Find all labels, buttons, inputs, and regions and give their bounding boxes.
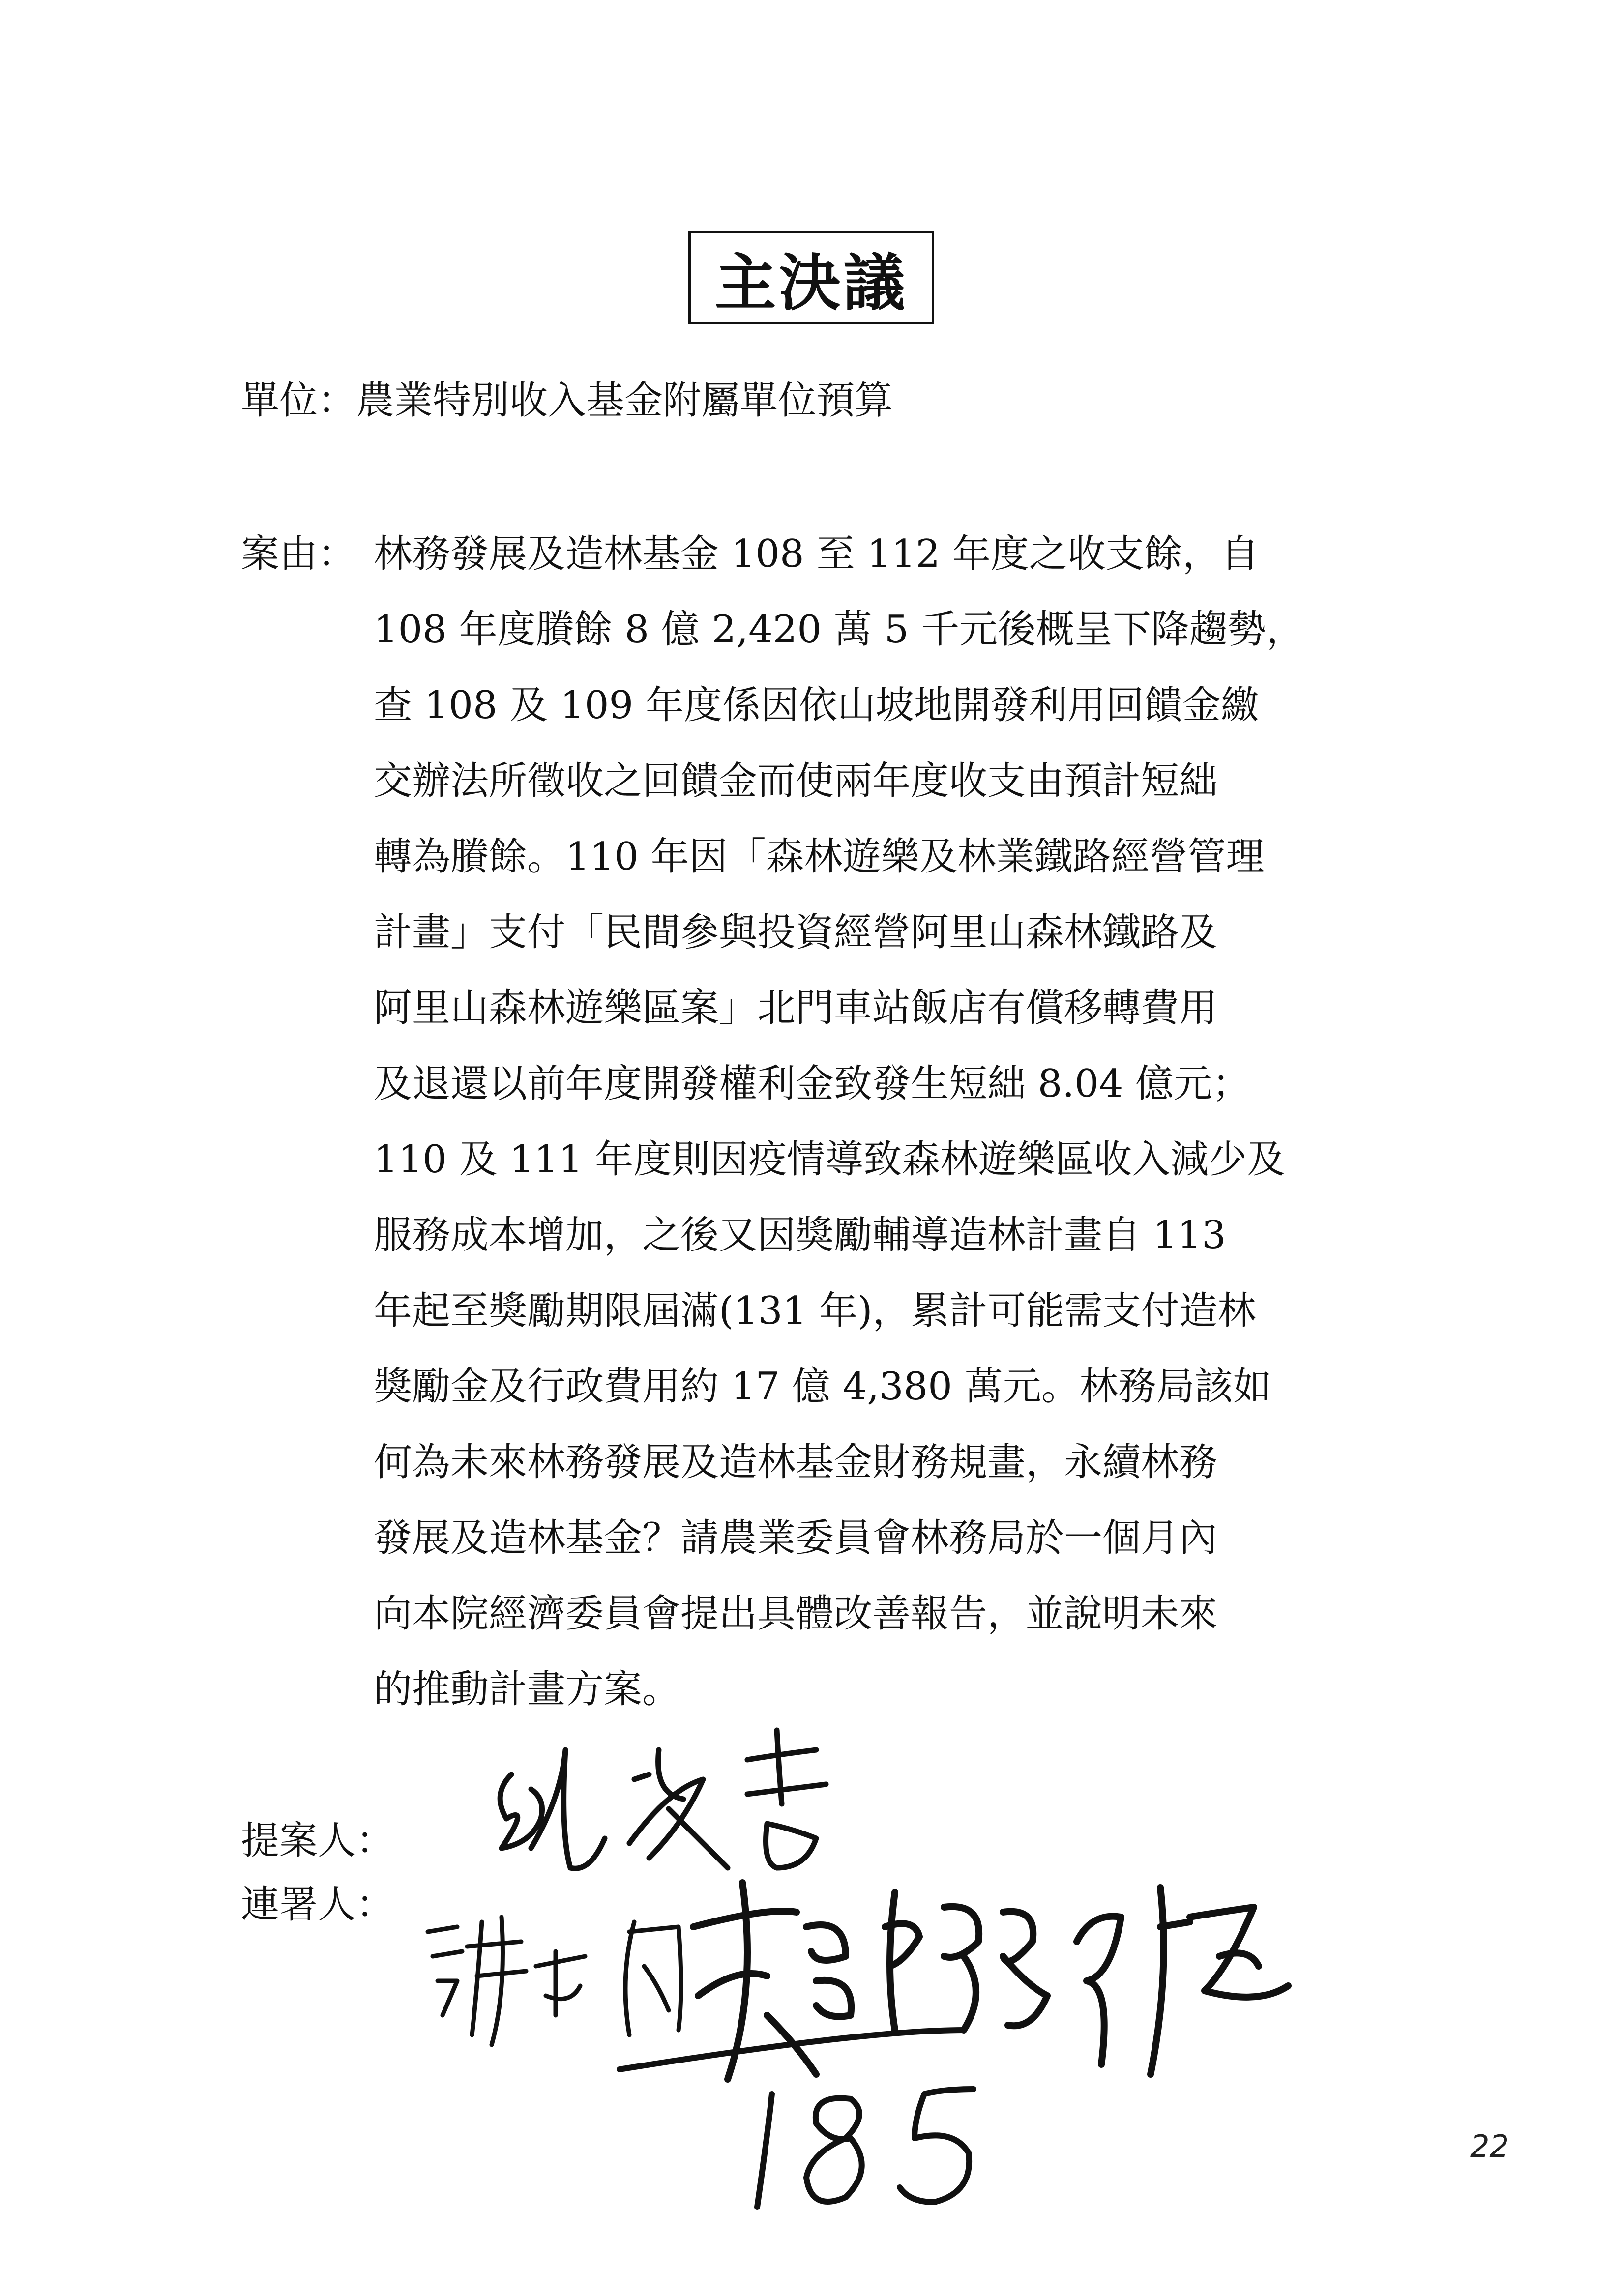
- unit-line: 單位：農業特別收入基金附屬單位預算: [241, 378, 893, 423]
- document-title: [688, 231, 934, 324]
- case-line: 查 108 及 109 年度係因依山坡地開發利用回饋金繳: [374, 683, 1259, 727]
- case-line: 計畫」支付「民間參與投資經營阿里山森林鐵路及: [374, 910, 1218, 955]
- cosigner-label: 連署人：: [241, 1883, 395, 1927]
- case-line: 交辦法所徵收之回饋金而使兩年度收支由預計短絀: [374, 759, 1218, 803]
- proposer-label: 提案人：: [241, 1819, 395, 1863]
- case-line: 及退還以前年度開發權利金致發生短絀 8.04 億元；: [374, 1062, 1251, 1106]
- handwritten-number-185: [738, 2079, 993, 2222]
- case-line: 獎勵金及行政費用約 17 億 4,380 萬元。林務局該如: [374, 1365, 1271, 1409]
- case-line: 服務成本增加，之後又因獎勵輔導造林計畫自 113: [374, 1213, 1226, 1257]
- case-line: 向本院經濟委員會提出具體改善報告，並說明未來: [374, 1592, 1218, 1636]
- case-line: 的推動計畫方案。: [374, 1667, 681, 1712]
- title-text: 主決議: [714, 248, 908, 319]
- case-line: 阿里山森林遊樂區案」北門車站飯店有償移轉費用: [374, 986, 1218, 1030]
- case-line: 年起至獎勵期限屆滿(131 年)，累計可能需支付造林: [374, 1289, 1256, 1333]
- page-number: 22: [1470, 2128, 1509, 2164]
- case-line: 何為未來林務發展及造林基金財務規畫，永續林務: [374, 1440, 1218, 1484]
- case-line: 發展及造林基金？請農業委員會林務局於一個月內: [374, 1516, 1218, 1560]
- case-line: 110 及 111 年度則因疫情導致森林遊樂區收入減少及: [374, 1137, 1286, 1182]
- case-line: 108 年度賸餘 8 億 2,420 萬 5 千元後概呈下降趨勢，: [374, 608, 1304, 652]
- case-line: 林務發展及造林基金 108 至 112 年度之收支餘，自: [374, 532, 1259, 576]
- case-label: 案由：: [241, 532, 356, 576]
- case-line: 轉為賸餘。110 年因「森林遊樂及林業鐵路經營管理: [374, 835, 1265, 879]
- case-body: [374, 516, 1406, 1727]
- cosigner-signatures: [423, 1868, 1406, 2114]
